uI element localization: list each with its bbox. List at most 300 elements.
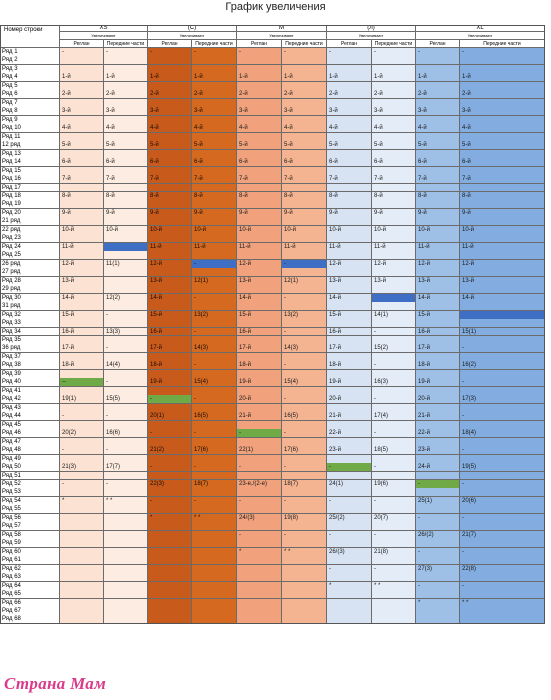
table-cell: 17(7) bbox=[104, 463, 148, 472]
table-cell: 4-й bbox=[460, 124, 545, 133]
size-header: XL bbox=[416, 25, 545, 32]
table-cell: 13-й bbox=[372, 277, 416, 286]
table-cell: 14-й bbox=[237, 294, 282, 303]
table-cell: 17(3) bbox=[460, 395, 545, 404]
table-cell: 15(2) bbox=[372, 344, 416, 353]
row-label: 26 ряд bbox=[0, 260, 60, 269]
table-cell: - bbox=[60, 48, 104, 57]
row-label: Ряд 32 bbox=[0, 311, 60, 320]
row-label: Ряд 39 bbox=[0, 370, 60, 379]
table-cell: - bbox=[416, 582, 460, 591]
table-cell: - bbox=[372, 361, 416, 370]
table-cell: 17-й bbox=[416, 344, 460, 353]
table-cell: - bbox=[282, 328, 327, 337]
table-cell: 16(5) bbox=[282, 412, 327, 421]
raglan-column-header: Реглан bbox=[60, 40, 104, 48]
table-cell: 7-й bbox=[460, 175, 545, 184]
table-cell: 22(8) bbox=[460, 565, 545, 574]
table-cell: 16(5) bbox=[192, 412, 237, 421]
table-cell: - bbox=[460, 446, 545, 455]
table-cell: 10-й bbox=[460, 226, 545, 235]
table-cell: 15(1) bbox=[460, 328, 545, 337]
table-cell: 10-й bbox=[148, 226, 192, 235]
table-cell: 2-й bbox=[148, 90, 192, 99]
table-cell: 15-й bbox=[60, 311, 104, 320]
table-cell: 11-й bbox=[60, 243, 104, 252]
table-cell: 21-й bbox=[416, 412, 460, 421]
table-cell: 19(1) bbox=[60, 395, 104, 404]
table-cell: 13-й bbox=[327, 277, 372, 286]
table-cell: 3-й bbox=[148, 107, 192, 116]
table-cell: 5-й bbox=[327, 141, 372, 150]
table-cell: 9-й bbox=[282, 209, 327, 218]
size-header: (л) bbox=[327, 25, 416, 32]
table-cell: 21-й bbox=[237, 412, 282, 421]
table-cell: 22-й bbox=[327, 429, 372, 438]
table-cell: - bbox=[104, 378, 148, 387]
table-cell: 1-й bbox=[104, 73, 148, 82]
table-cell: - bbox=[192, 328, 237, 337]
table-cell: 14-й bbox=[460, 294, 545, 303]
table-cell: 10-й bbox=[327, 226, 372, 235]
table-cell: 12-й bbox=[148, 260, 192, 269]
row-label: Ряд 5 bbox=[0, 82, 60, 91]
table-cell: 24(1) bbox=[327, 480, 372, 489]
table-cell: 18(5) bbox=[372, 446, 416, 455]
table-cell: 21(7) bbox=[460, 531, 545, 540]
table-cell: 8-й bbox=[148, 192, 192, 201]
row-label: Ряд 48 bbox=[0, 446, 60, 455]
table-cell: 9-й bbox=[192, 209, 237, 218]
row-label: 21 ряд bbox=[0, 217, 60, 226]
table-cell: 14-й bbox=[60, 294, 104, 303]
row-label: Ряд 34 bbox=[0, 328, 60, 337]
table-cell: 20(1) bbox=[148, 412, 192, 421]
front-column-header: Передние части bbox=[192, 40, 237, 48]
table-cell: 21(2) bbox=[148, 446, 192, 455]
table-cell: 2-й bbox=[416, 90, 460, 99]
row-label: Ряд 14 bbox=[0, 158, 60, 167]
table-cell: 13-й bbox=[460, 277, 545, 286]
table-cell: 9-й bbox=[372, 209, 416, 218]
table-cell: 17-й bbox=[148, 344, 192, 353]
table-cell: 18-й bbox=[60, 361, 104, 370]
table-cell: - bbox=[237, 531, 282, 540]
table-cell: 4-й bbox=[327, 124, 372, 133]
table-cell: 2-й bbox=[372, 90, 416, 99]
table-cell: 8-й bbox=[192, 192, 237, 201]
row-label: Ряд 63 bbox=[0, 573, 60, 582]
table-cell: 9-й bbox=[104, 209, 148, 218]
table-cell: 11-й bbox=[372, 243, 416, 252]
table-cell: 2-й bbox=[327, 90, 372, 99]
table-cell: 11-й bbox=[460, 243, 545, 252]
table-cell: 1-й bbox=[460, 73, 545, 82]
table-cell: - bbox=[282, 294, 327, 303]
table-cell: 1-й bbox=[416, 73, 460, 82]
table-cell: 19(6) bbox=[372, 480, 416, 489]
table-cell: 15(4) bbox=[282, 378, 327, 387]
table-cell: 7-й bbox=[104, 175, 148, 184]
table-cell: 12-й bbox=[60, 260, 104, 269]
table-cell: 5-й bbox=[237, 141, 282, 150]
table-cell: 12(2) bbox=[104, 294, 148, 303]
table-cell: 16-й bbox=[148, 328, 192, 337]
table-cell: - bbox=[237, 48, 282, 57]
table-cell: 15-й bbox=[148, 311, 192, 320]
table-cell: 16-й bbox=[327, 328, 372, 337]
increase-label: Увеличивают bbox=[416, 32, 545, 40]
table-cell: 24/(3) bbox=[237, 514, 282, 523]
row-label: Ряд 13 bbox=[0, 150, 60, 159]
table-cell: 24-й bbox=[416, 463, 460, 472]
front-column-header: Передние части bbox=[282, 40, 327, 48]
table-cell: 17(6) bbox=[282, 446, 327, 455]
table-cell: 9-й bbox=[460, 209, 545, 218]
table-cell: 10-й bbox=[104, 226, 148, 235]
increase-label: Увеличивают bbox=[237, 32, 327, 40]
table-cell: - bbox=[104, 480, 148, 489]
table-cell: 10-й bbox=[282, 226, 327, 235]
table-cell: 5-й bbox=[104, 141, 148, 150]
table-cell: - bbox=[148, 497, 192, 506]
row-label: Ряд 2 bbox=[0, 56, 60, 65]
table-cell: 5-й bbox=[148, 141, 192, 150]
table-cell: 1-й bbox=[60, 73, 104, 82]
row-label: Ряд 1 bbox=[0, 48, 60, 57]
row-label: Ряд 41 bbox=[0, 387, 60, 396]
row-label: Ряд 45 bbox=[0, 421, 60, 430]
table-cell: - bbox=[460, 48, 545, 57]
table-cell: 15(4) bbox=[192, 378, 237, 387]
table-cell: 18-й bbox=[237, 361, 282, 370]
table-cell: 2-й bbox=[192, 90, 237, 99]
row-label: 29 ряд bbox=[0, 285, 60, 294]
table-cell: 14(3) bbox=[282, 344, 327, 353]
row-label: Ряд 59 bbox=[0, 539, 60, 548]
table-cell: - bbox=[104, 311, 148, 320]
table-cell: - bbox=[148, 463, 192, 472]
table-cell: 4-й bbox=[237, 124, 282, 133]
table-cell: 9-й bbox=[148, 209, 192, 218]
table-cell: - bbox=[372, 531, 416, 540]
table-cell: 17-й bbox=[237, 344, 282, 353]
table-cell: -- bbox=[60, 378, 104, 387]
table-cell: 23-й bbox=[327, 446, 372, 455]
table-cell: - bbox=[372, 565, 416, 574]
row-label: Ряд 15 bbox=[0, 167, 60, 176]
row-label: Ряд 60 bbox=[0, 548, 60, 557]
row-label: Ряд 44 bbox=[0, 412, 60, 421]
row-label: Ряд 23 bbox=[0, 234, 60, 243]
table-cell: 16-й bbox=[237, 328, 282, 337]
table-cell: 13-й bbox=[148, 277, 192, 286]
table-cell: 15-й bbox=[237, 311, 282, 320]
table-cell: 3-й bbox=[460, 107, 545, 116]
table-cell: - bbox=[372, 395, 416, 404]
table-cell: - bbox=[327, 565, 372, 574]
table-cell: 6-й bbox=[60, 158, 104, 167]
row-header-label: Номер строки bbox=[0, 25, 60, 48]
table-cell: 2-й bbox=[104, 90, 148, 99]
front-column-header: Передние части bbox=[460, 40, 545, 48]
row-label: Ряд 64 bbox=[0, 582, 60, 591]
table-cell: 8-й bbox=[372, 192, 416, 201]
table-cell: - bbox=[148, 395, 192, 404]
table-cell: 6-й bbox=[460, 158, 545, 167]
row-label: Ряд 37 bbox=[0, 353, 60, 362]
table-cell: 16(2) bbox=[460, 361, 545, 370]
table-cell: 13-й bbox=[237, 277, 282, 286]
row-label: Ряд 16 bbox=[0, 175, 60, 184]
table-cell: 6-й bbox=[148, 158, 192, 167]
table-cell: * bbox=[237, 548, 282, 557]
table-cell: * * bbox=[460, 599, 545, 608]
table-cell: 5-й bbox=[192, 141, 237, 150]
table-cell: 11-й bbox=[237, 243, 282, 252]
row-label: Ряд 52 bbox=[0, 480, 60, 489]
table-cell: 16-й bbox=[416, 328, 460, 337]
row-label: Ряд 43 bbox=[0, 404, 60, 413]
table-cell: 7-й bbox=[416, 175, 460, 184]
table-cell: 5-й bbox=[372, 141, 416, 150]
table-cell: - bbox=[327, 48, 372, 57]
table-cell: * * bbox=[372, 582, 416, 591]
table-cell: 10-й bbox=[237, 226, 282, 235]
table-cell: 7-й bbox=[192, 175, 237, 184]
row-label: Ряд 62 bbox=[0, 565, 60, 574]
row-label: Ряд 35 bbox=[0, 336, 60, 345]
table-cell: 17(4) bbox=[372, 412, 416, 421]
table-cell: 20-й bbox=[416, 395, 460, 404]
row-label: Ряд 65 bbox=[0, 590, 60, 599]
table-cell: - bbox=[104, 446, 148, 455]
table-cell: 27(3) bbox=[416, 565, 460, 574]
table-cell: - bbox=[60, 446, 104, 455]
table-cell: 13(3) bbox=[104, 328, 148, 337]
table-cell: - bbox=[460, 582, 545, 591]
table-cell: 6-й bbox=[104, 158, 148, 167]
table-cell: - bbox=[237, 497, 282, 506]
table-cell: 23-й bbox=[416, 446, 460, 455]
table-cell: - bbox=[60, 480, 104, 489]
table-cell: 12-й bbox=[460, 260, 545, 269]
row-label: Ряд 7 bbox=[0, 99, 60, 108]
table-cell: - bbox=[104, 344, 148, 353]
table-cell: 19(5) bbox=[460, 463, 545, 472]
table-cell: 4-й bbox=[416, 124, 460, 133]
table-cell: * * bbox=[104, 497, 148, 506]
row-label: Ряд 47 bbox=[0, 438, 60, 447]
row-label: Ряд 38 bbox=[0, 361, 60, 370]
table-cell: - bbox=[104, 48, 148, 57]
size-header: (C) bbox=[148, 25, 237, 32]
row-label: Ряд 66 bbox=[0, 599, 60, 608]
table-cell: 17-й bbox=[60, 344, 104, 353]
table-cell: 9-й bbox=[237, 209, 282, 218]
table-cell: 8-й bbox=[282, 192, 327, 201]
table-cell: 11-й bbox=[282, 243, 327, 252]
table-cell: - bbox=[282, 48, 327, 57]
table-cell: - bbox=[192, 48, 237, 57]
row-label: Ряд 53 bbox=[0, 488, 60, 497]
table-cell: 23-е,/(2-е) bbox=[237, 480, 282, 489]
table-cell: 9-й bbox=[416, 209, 460, 218]
table-cell: 2-й bbox=[460, 90, 545, 99]
table-cell: 6-й bbox=[372, 158, 416, 167]
table-cell: 1-й bbox=[372, 73, 416, 82]
table-cell: 6-й bbox=[416, 158, 460, 167]
table-cell: - bbox=[192, 497, 237, 506]
table-cell: 4-й bbox=[372, 124, 416, 133]
table-cell: 6-й bbox=[327, 158, 372, 167]
raglan-column-header: Реглан bbox=[416, 40, 460, 48]
table-cell: 18-й bbox=[327, 361, 372, 370]
table-cell: 20-й bbox=[327, 395, 372, 404]
table-cell: 13(2) bbox=[282, 311, 327, 320]
table-cell: - bbox=[327, 531, 372, 540]
table-cell: 4-й bbox=[60, 124, 104, 133]
table-cell: 2-й bbox=[282, 90, 327, 99]
row-label: Ряд 4 bbox=[0, 73, 60, 82]
row-label: Ряд 11 bbox=[0, 133, 60, 142]
table-cell: 6-й bbox=[282, 158, 327, 167]
table-cell: 21-й bbox=[327, 412, 372, 421]
table-cell: 12(1) bbox=[192, 277, 237, 286]
table-cell: 14(3) bbox=[192, 344, 237, 353]
table-cell: 18(7) bbox=[192, 480, 237, 489]
table-cell: 20(6) bbox=[460, 497, 545, 506]
row-label: Ряд 6 bbox=[0, 90, 60, 99]
table-cell: 1-й bbox=[192, 73, 237, 82]
table-cell: - bbox=[282, 531, 327, 540]
table-cell: 26/(2) bbox=[416, 531, 460, 540]
table-cell: 4-й bbox=[192, 124, 237, 133]
row-label: Ряд 40 bbox=[0, 378, 60, 387]
table-cell: 10-й bbox=[416, 226, 460, 235]
increase-label: Увеличивают bbox=[327, 32, 416, 40]
table-cell: 1-й bbox=[327, 73, 372, 82]
table-cell: 4-й bbox=[104, 124, 148, 133]
table-cell: * * bbox=[192, 514, 237, 523]
table-cell: 16-й bbox=[60, 328, 104, 337]
table-cell: 11-й bbox=[192, 243, 237, 252]
table-cell: - bbox=[460, 412, 545, 421]
row-label: Ряд 46 bbox=[0, 429, 60, 438]
table-cell: 14(1) bbox=[372, 311, 416, 320]
table-cell: - bbox=[237, 463, 282, 472]
table-cell: 7-й bbox=[60, 175, 104, 184]
table-cell: 22(1) bbox=[237, 446, 282, 455]
row-label: Ряд 30 bbox=[0, 294, 60, 303]
table-cell: 22-й bbox=[416, 429, 460, 438]
row-label: Ряд 54 bbox=[0, 497, 60, 506]
table-cell: 3-й bbox=[327, 107, 372, 116]
table-cell: 7-й bbox=[372, 175, 416, 184]
raglan-column-header: Реглан bbox=[237, 40, 282, 48]
table-cell: 8-й bbox=[104, 192, 148, 201]
table-cell: 12(1) bbox=[282, 277, 327, 286]
table-cell: 7-й bbox=[237, 175, 282, 184]
table-cell: - bbox=[192, 361, 237, 370]
watermark-logo: Страна Мам bbox=[4, 674, 107, 693]
table-cell: 14-й bbox=[327, 294, 372, 303]
row-label: Ряд 67 bbox=[0, 607, 60, 616]
table-cell: - bbox=[282, 260, 327, 269]
table-cell: 3-й bbox=[60, 107, 104, 116]
table-cell: 2-й bbox=[237, 90, 282, 99]
table-cell: - bbox=[460, 548, 545, 557]
row-label: Ряд 51 bbox=[0, 472, 60, 481]
table-cell: 20(7) bbox=[372, 514, 416, 523]
table-cell: 14(4) bbox=[104, 361, 148, 370]
table-cell: 3-й bbox=[192, 107, 237, 116]
row-label: Ряд 58 bbox=[0, 531, 60, 540]
row-label: 22 ряд bbox=[0, 226, 60, 235]
chart-title: График увеличения bbox=[225, 1, 326, 13]
table-cell: 8-й bbox=[60, 192, 104, 201]
table-cell: - bbox=[282, 429, 327, 438]
table-cell: - bbox=[60, 412, 104, 421]
table-cell: 3-й bbox=[416, 107, 460, 116]
table-cell: - bbox=[372, 48, 416, 57]
row-label: Ряд 57 bbox=[0, 522, 60, 531]
table-cell: 8-й bbox=[416, 192, 460, 201]
table-cell: 19-й bbox=[327, 378, 372, 387]
table-cell: 18(7) bbox=[282, 480, 327, 489]
table-cell: 7-й bbox=[148, 175, 192, 184]
table-cell: * bbox=[60, 497, 104, 506]
increase-label: Увеличивают bbox=[148, 32, 237, 40]
table-cell: 25/(2) bbox=[327, 514, 372, 523]
table-cell: 14-й bbox=[148, 294, 192, 303]
table-cell: - bbox=[372, 497, 416, 506]
table-cell: 25(1) bbox=[416, 497, 460, 506]
row-label: Ряд 10 bbox=[0, 124, 60, 133]
row-label: Ряд 56 bbox=[0, 514, 60, 523]
table-cell: 12-й bbox=[327, 260, 372, 269]
table-cell: - bbox=[148, 48, 192, 57]
table-cell: 5-й bbox=[282, 141, 327, 150]
table-cell: 5-й bbox=[460, 141, 545, 150]
row-label: Ряд 19 bbox=[0, 200, 60, 209]
table-cell: 18(4) bbox=[460, 429, 545, 438]
table-cell: - bbox=[460, 344, 545, 353]
size-header: M bbox=[237, 25, 327, 32]
table-cell: * bbox=[416, 599, 460, 608]
table-cell: 19(8) bbox=[282, 514, 327, 523]
table-cell: 8-й bbox=[327, 192, 372, 201]
row-label: Ряд 9 bbox=[0, 116, 60, 125]
table-cell: 9-й bbox=[327, 209, 372, 218]
table-cell: * bbox=[327, 582, 372, 591]
table-cell: 10-й bbox=[372, 226, 416, 235]
row-label: Ряд 28 bbox=[0, 277, 60, 286]
table-cell: 15(5) bbox=[104, 395, 148, 404]
table-cell: 1-й bbox=[282, 73, 327, 82]
row-label: Ряд 25 bbox=[0, 251, 60, 260]
table-cell: 2-й bbox=[60, 90, 104, 99]
table-cell: 3-й bbox=[282, 107, 327, 116]
table-cell: - bbox=[416, 48, 460, 57]
row-label: Ряд 55 bbox=[0, 505, 60, 514]
table-cell: 16(6) bbox=[104, 429, 148, 438]
raglan-column-header: Реглан bbox=[148, 40, 192, 48]
table-cell: - bbox=[416, 480, 460, 489]
table-cell: 1-й bbox=[237, 73, 282, 82]
table-cell: 3-й bbox=[372, 107, 416, 116]
row-label: Ряд 68 bbox=[0, 615, 60, 624]
